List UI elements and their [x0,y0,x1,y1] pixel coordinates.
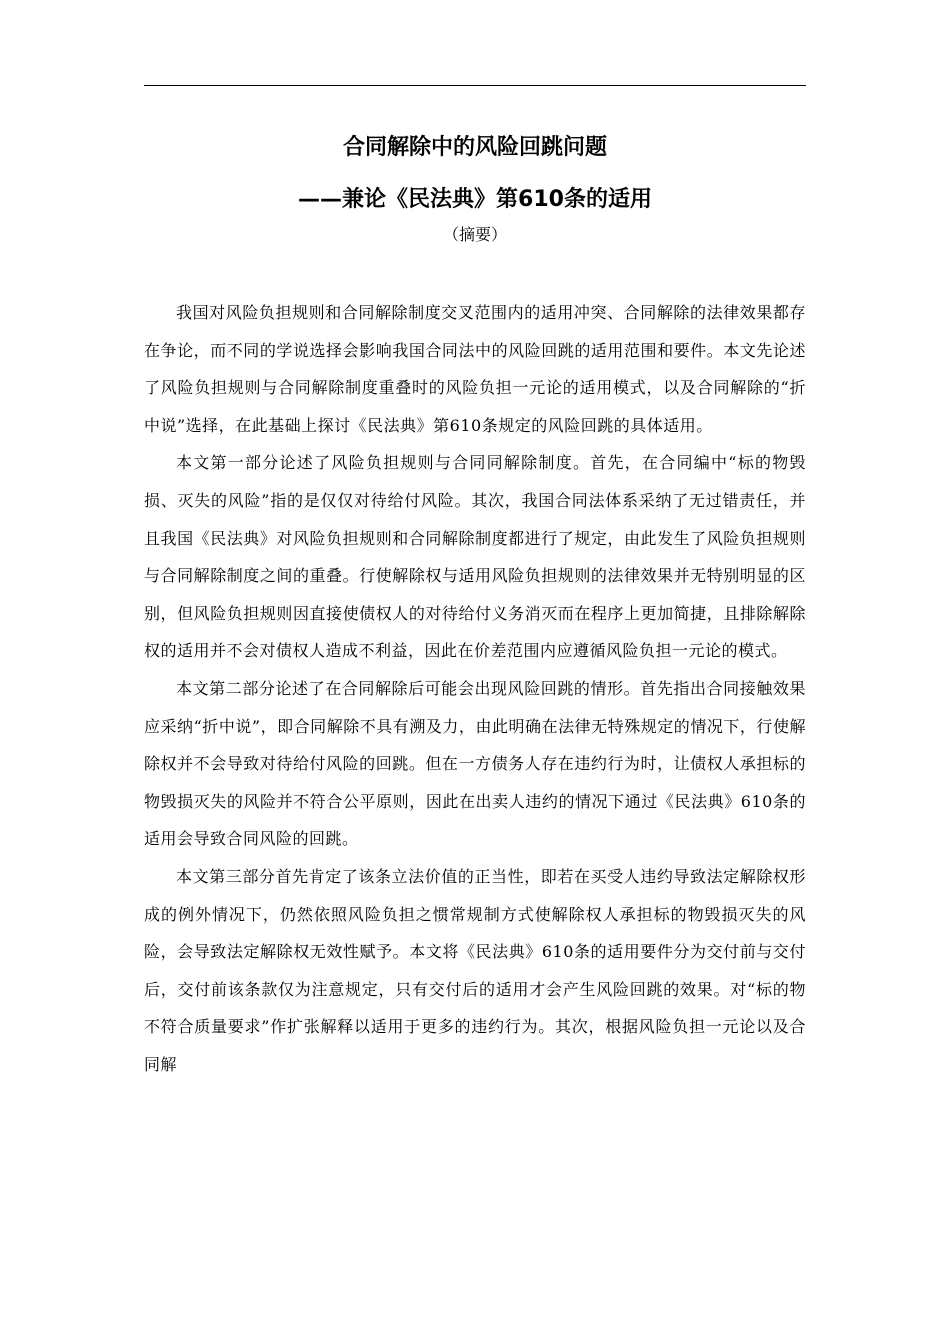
abstract-paragraph: 本文第三部分首先肯定了该条立法价值的正当性，即若在买受人违约导致法定解除权形成的例外情况下，仍然依照风险负担之惯常规制方式使解除权人承担标的物毁损灭失的风险，会导致法定解除权无效性赋予。本文将《民法典》610条的适用要件分为交付前与交付后，交付前该条款仅为注意规定，只有交付后的适用才会产生风险回跳的效果。对“标的物不符合质量要求”作扩张解释以适用于更多的违约行为。其次，根据风险负担一元论以及合同解 [144,866,806,1074]
abstract-body [144,294,806,1083]
abstract-paragraph: 本文第一部分论述了风险负担规则与合同同解除制度。首先，在合同编中“标的物毁损、灭失的风险”指的是仅仅对待给付风险。其次，我国合同法体系采纳了无过错责任，并且我国《民法典》对风险负担规则和合同解除制度都进行了规定，由此发生了风险负担规则与合同解除制度之间的重叠。行使解除权与适用风险负担规则的法律效果并无特别明显的区别，但风险负担规则因直接使债权人的对待给付义务消灭而在程序上更加简捷，且排除解除权的适用并不会对债权人造成不利益，因此在价差范围内应遵循风险负担一元论的模式。 [144,453,806,661]
abstract-paragraph: 本文第二部分论述了在合同解除后可能会出现风险回跳的情形。首先指出合同接触效果应采纳“折中说”，即合同解除不具有溯及力，由此明确在法律无特殊规定的情况下，行使解除权并不会导致对待给付风险的回跳。但在一方债务人存在违约行为时，让债权人承担标的物毁损灭失的风险并不符合公平原则，因此在出卖人违约的情况下通过《民法典》610条的适用会导致合同风险的回跳。 [144,678,806,849]
document-subtitle: ——兼论《民法典》第610条的适用 [298,187,652,212]
abstract-label: （摘要） [442,225,507,244]
document-title: 合同解除中的风险回跳问题 [342,135,607,160]
header-rule [144,85,806,86]
abstract-paragraph: 我国对风险负担规则和合同解除制度交叉范围内的适用冲突、合同解除的法律效果都存在争论，而不同的学说选择会影响我国合同法中的风险回跳的适用范围和要件。本文先论述了风险负担规则与合同解除制度重叠时的风险负担一元论的适用模式，以及合同解除的“折中说”选择，在此基础上探讨《民法典》第610条规定的风险回跳的具体适用。 [144,303,806,435]
